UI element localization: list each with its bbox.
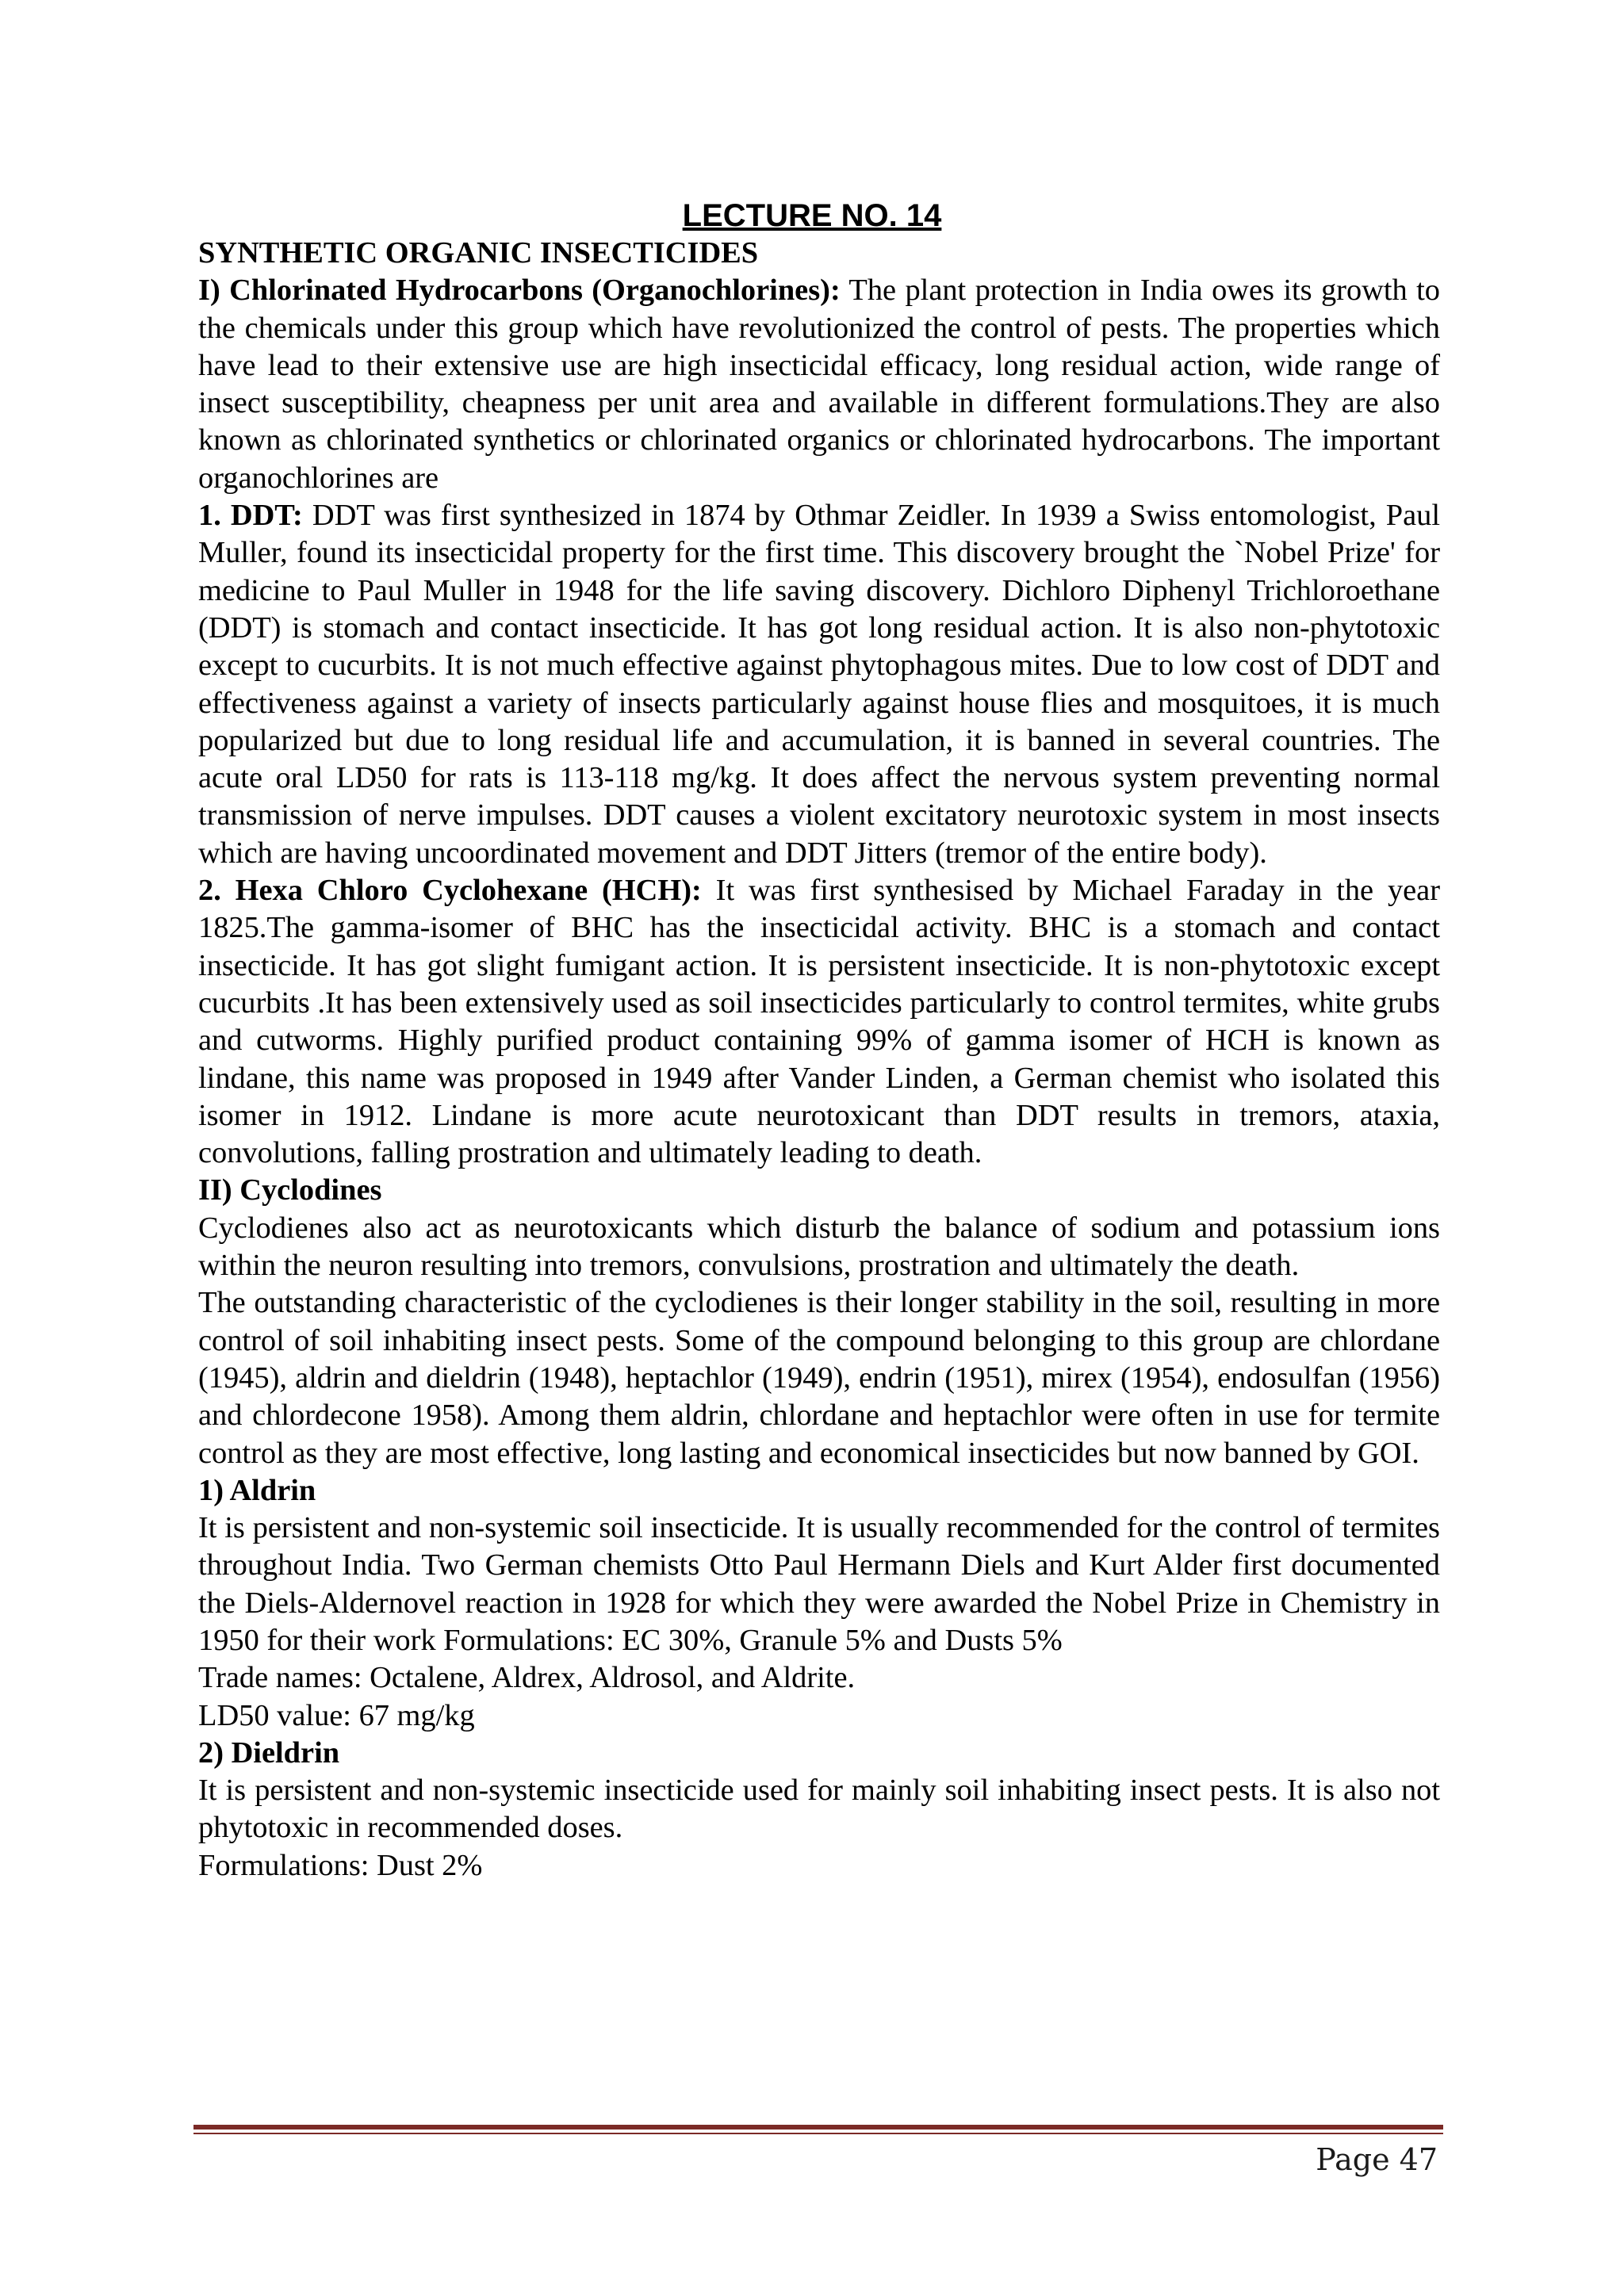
chlorinated-hydrocarbons-heading: I) Chlorinated Hydrocarbons (Organochlorines): bbox=[198, 274, 841, 308]
aldrin-trade-names: Trade names: Octalene, Aldrex, Aldrosol, and Aldrite. bbox=[198, 1661, 856, 1695]
ddt-heading: 1. DDT: bbox=[198, 499, 303, 533]
ddt-text: DDT was first synthesized in 1874 by Othmar Zeidler. In 1939 a Swiss entomologist, Paul Muller, found its insecticidal property for the first time. This discovery brought the `Nobel Prize' for medicine to Paul Muller in 1948 for the life saving discovery. Dichloro Diphenyl Trichloroethane (DDT) is stomach and contact insecticide. It has got long residual action. It is also non-phytotoxic except to cucurbits. It is not much effective against phytophagous mites. Due to low cost of DDT and effectiveness against a variety of insects particularly against house flies and mosquitoes, it is much popularized but due to long residual life and accumulation, it is banned in several countries. The acute oral LD50 for rats is 113-118 mg/kg. It does affect the nervous system preventing normal transmission of nerve impulses. DDT causes a violent excitatory neurotoxic system in most insects which are having uncoordinated movement and DDT Jitters (tremor of the entire body). bbox=[198, 499, 1440, 870]
dieldrin-paragraph: It is persistent and non-systemic insecticide used for mainly soil inhabiting insect pests. It is also not phytotoxic in recommended doses. bbox=[198, 1774, 1440, 1845]
dieldrin-formulations: Formulations: Dust 2% bbox=[198, 1848, 483, 1882]
hch-heading: 2. Hexa Chloro Cyclohexane (HCH): bbox=[198, 874, 702, 908]
dieldrin-heading: 2) Dieldrin bbox=[198, 1735, 340, 1770]
aldrin-paragraph: It is persistent and non-systemic soil insecticide. It is usually recommended for the control of termites throughout India. Two German chemists Otto Paul Hermann Diels and Kurt Alder first documented the Diels-Aldernovel reaction in 1928 for which they were awarded the Nobel Prize in Chemistry in 1950 for their work Formulations: EC 30%, Granule 5% and Dusts 5% bbox=[198, 1511, 1440, 1657]
footer-rule bbox=[193, 2125, 1443, 2130]
footer-rule-thin bbox=[193, 2133, 1443, 2134]
chlorinated-hydrocarbons-text: The plant protection in India owes its growth to the chemicals under this group which have revolutionized the control of pests. The properties which have lead to their extensive use are high insecticidal efficacy, long residual action, wide range of insect susceptibility, cheapness per unit area and available in different formulations.They are also known as chlorinated synthetics or chlorinated organics or chlorinated hydrocarbons. The important organochlorines are bbox=[198, 274, 1440, 495]
aldrin-heading: 1) Aldrin bbox=[198, 1473, 316, 1507]
page-number: Page 47 bbox=[1316, 2142, 1438, 2177]
cyclodines-paragraph-2: The outstanding characteristic of the cyclodienes is their longer stability in the soil, resulting in more control of soil inhabiting insect pests. Some of the compound belonging to this group are chlordane (1945), aldrin and dieldrin (1948), heptachlor (1949), endrin (1951), mirex (1954), endosulfan (1956) and chlordecone 1958). Among them aldrin, chlordane and heptachlor were often in use for termite control as they are most effective, long lasting and economical insecticides but now banned by GOI. bbox=[198, 1286, 1440, 1470]
aldrin-ld50: LD50 value: 67 mg/kg bbox=[198, 1698, 475, 1732]
cyclodines-paragraph-1: Cyclodienes also act as neurotoxicants which disturb the balance of sodium and potassium ions within the neuron resulting into tremors, convulsions, prostration and ultimately the death. bbox=[198, 1211, 1440, 1283]
chlorinated-hydrocarbons-paragraph bbox=[198, 272, 1440, 497]
hch-paragraph bbox=[198, 872, 1440, 1172]
cyclodines-heading: II) Cyclodines bbox=[198, 1173, 382, 1207]
ddt-paragraph bbox=[198, 497, 1440, 872]
document-body bbox=[198, 235, 1440, 1885]
hch-text: It was first synthesised by Michael Faraday in the year 1825.The gamma-isomer of BHC has the insecticidal activity. BHC is a stomach and contact insecticide. It has got slight fumigant action. It is persistent insecticide. It is non-phytotoxic except cucurbits .It has been extensively used as soil insecticides particularly to control termites, white grubs and cutworms. Highly purified product containing 99% of gamma isomer of HCH is known as lindane, this name was proposed in 1949 after Vander Linden, a German chemist who isolated this isomer in 1912. Lindane is more acute neurotoxicant than DDT results in tremors, ataxia, convolutions, falling prostration and ultimately leading to death. bbox=[198, 874, 1441, 1170]
section-title: SYNTHETIC ORGANIC INSECTICIDES bbox=[198, 236, 759, 270]
lecture-title: LECTURE NO. 14 bbox=[682, 198, 942, 233]
